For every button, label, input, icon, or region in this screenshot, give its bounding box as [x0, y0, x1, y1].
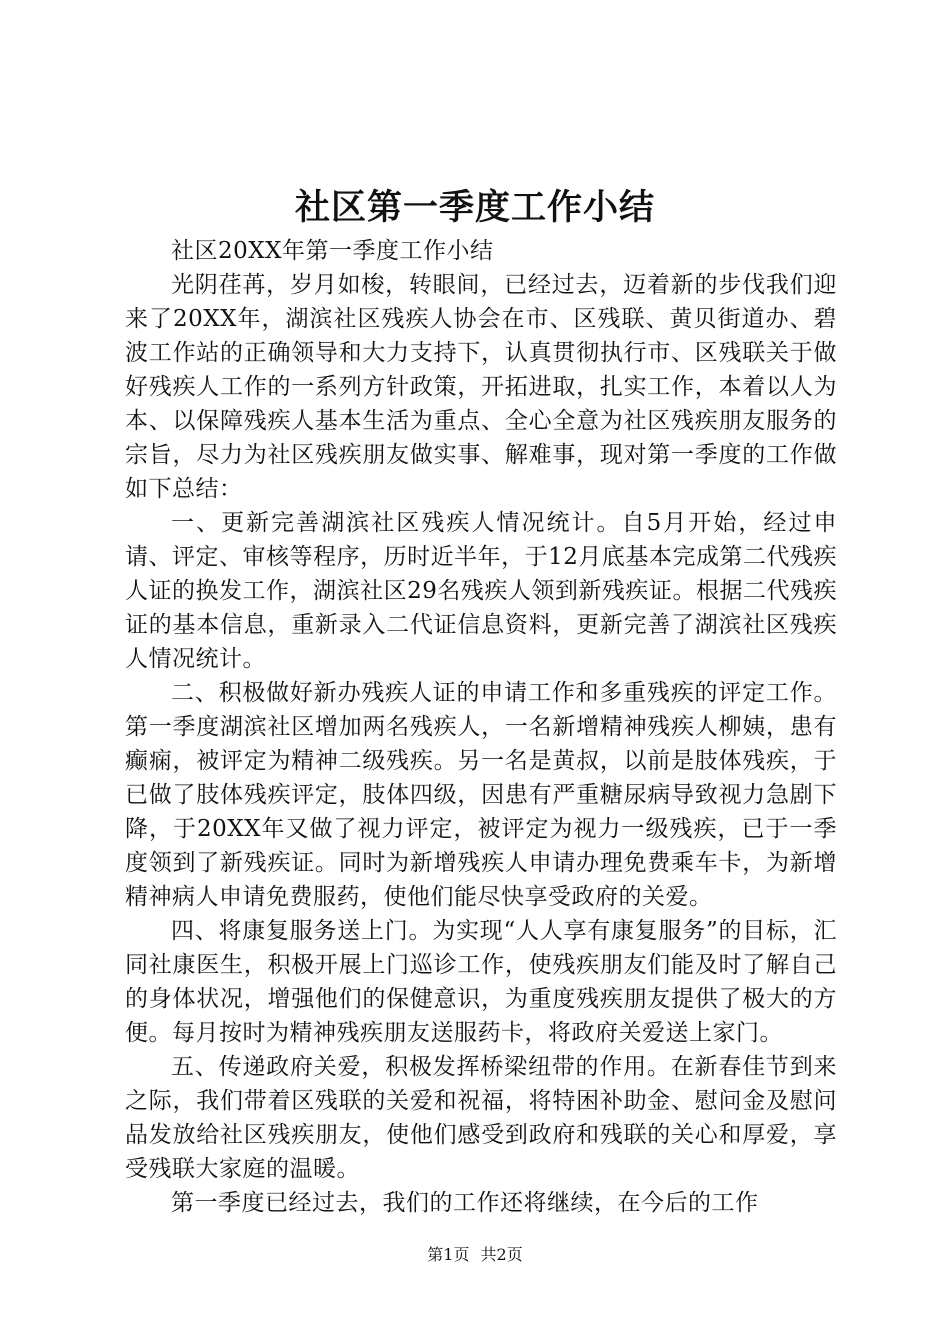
paragraph-section-2: 二、积极做好新办残疾人证的申请工作和多重残疾的评定工作。第一季度湖滨社区增加两名残疾人，一名新增精神残疾人柳姨，患有癫痫，被评定为精神二级残疾。另一名是黄叔，以前是肢体残疾，于已做了肢体残疾评定，肢体四级，因患有严重糖尿病导致视力急剧下降，于20XX年又做了视力评定，被评定为视力一级残疾，已于一季度领到了新残疾证。同时为新增残疾人申请办理免费乘车卡，为新增精神病人申请免费服药，使他们能尽快享受政府的关爱。 — [125, 680, 837, 910]
paragraph-section-5: 五、传递政府关爱，积极发挥桥梁纽带的作用。在新春佳节到来之际，我们带着区残联的关爱和祝福，将特困补助金、慰问金及慰问品发放给社区残疾朋友，使他们感受到政府和残联的关心和厚爱，享受残联大家庭的温暖。 — [125, 1054, 837, 1182]
paragraph-section-4: 四、将康复服务送上门。为实现“人人享有康复服务”的目标，汇同社康医生，积极开展上门巡诊工作，使残疾朋友们能及时了解自己的身体状况，增强他们的保健意识，为重度残疾朋友提供了极大的方便。每月按时为精神残疾朋友送服药卡，将政府关爱送上家门。 — [125, 918, 837, 1046]
page-footer — [0, 1244, 950, 1266]
document-body — [125, 234, 837, 1220]
paragraph-subtitle: 社区20XX年第一季度工作小结 — [171, 238, 494, 264]
paragraph-section-1: 一、更新完善湖滨社区残疾人情况统计。自5月开始，经过申请、评定、审核等程序，历时近半年，于12月底基本完成第二代残疾人证的换发工作，湖滨社区29名残疾人领到新残疾证。根据二代残疾证的基本信息，重新录入二代证信息资料，更新完善了湖滨社区残疾人情况统计。 — [125, 510, 837, 672]
page-total: 共2页 — [480, 1245, 523, 1264]
page-number: 第1页 — [427, 1245, 470, 1264]
document-title: 社区第一季度工作小结 — [294, 187, 655, 228]
paragraph-intro: 光阴荏苒，岁月如梭，转眼间，已经过去，迈着新的步伐我们迎来了20XX年，湖滨社区残疾人协会在市、区残联、黄贝街道办、碧波工作站的正确领导和大力支持下，认真贯彻执行市、区残联关于做好残疾人工作的一系列方针政策，开拓进取，扎实工作，本着以人为本、以保障残疾人基本生活为重点、全心全意为社区残疾朋友服务的宗旨，尽力为社区残疾朋友做实事、解难事，现对第一季度的工作做如下总结： — [125, 272, 837, 502]
paragraph-closing: 第一季度已经过去，我们的工作还将继续，在今后的工作 — [171, 1190, 759, 1216]
